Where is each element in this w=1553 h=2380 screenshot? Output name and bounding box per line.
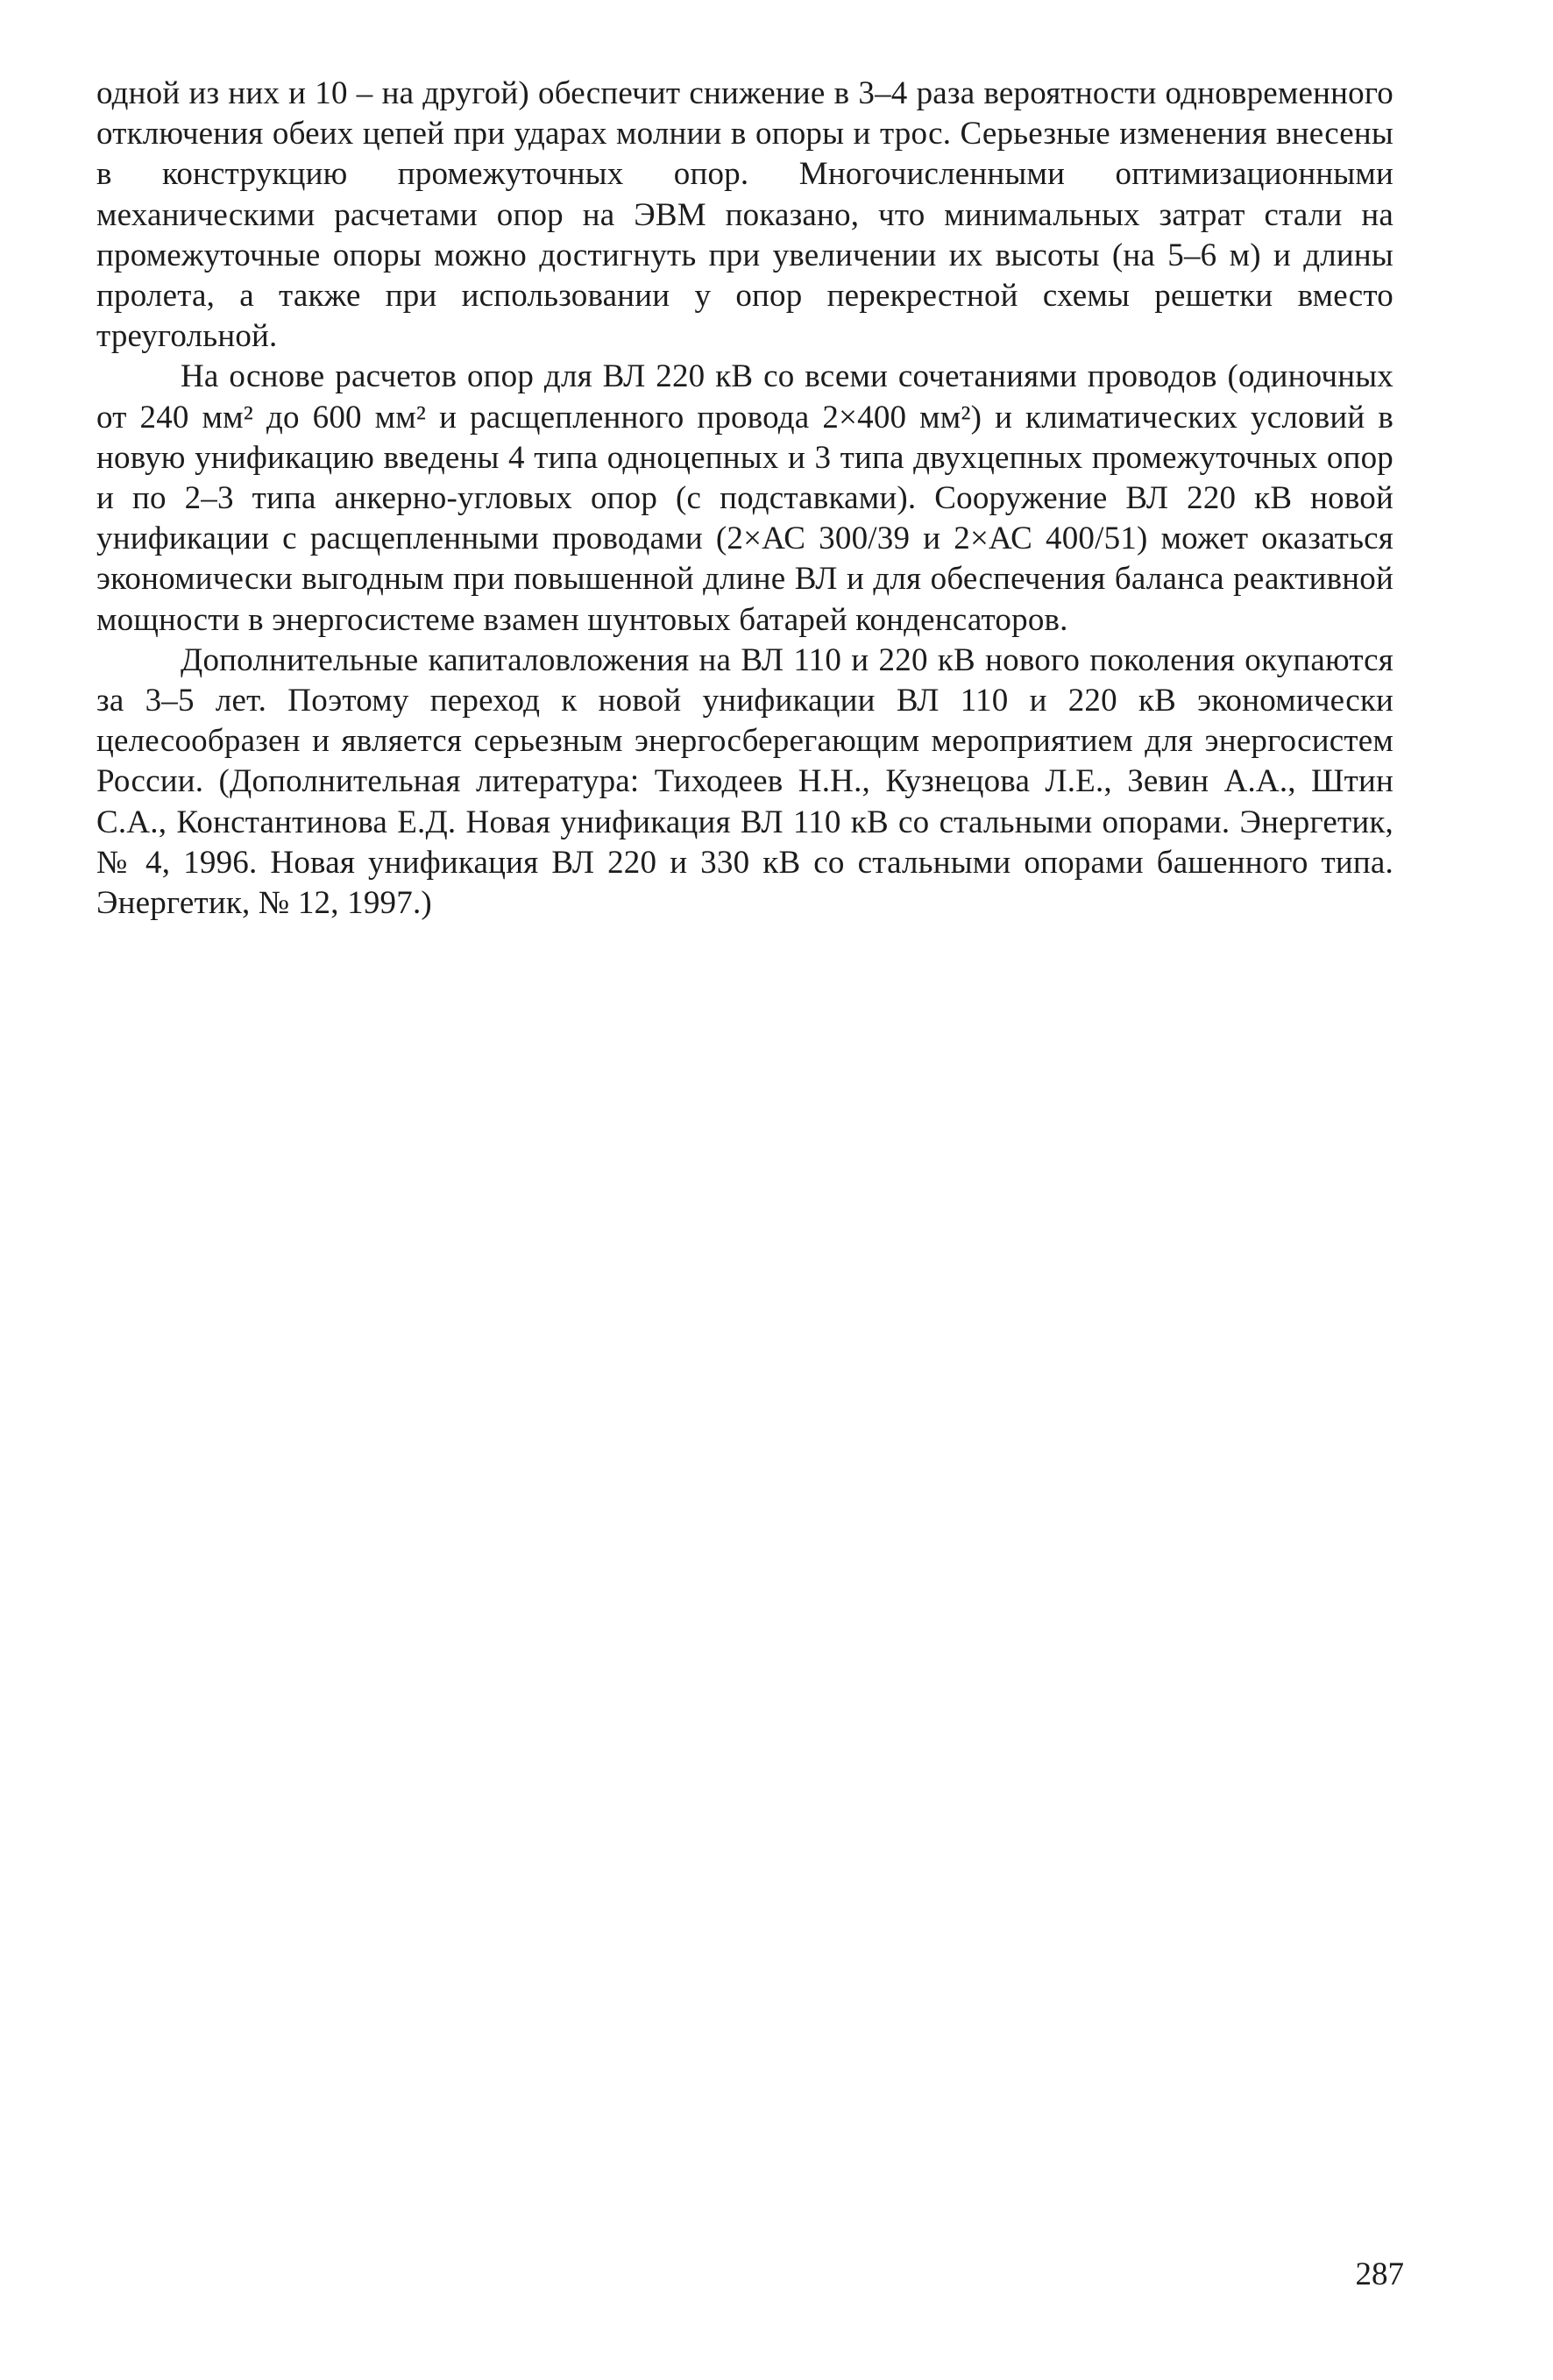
paragraph-investments: Дополнительные капиталовложения на ВЛ 110 и 220 кВ нового поколения окупаются за 3–5 лет. Поэтому переход к новой унификации ВЛ 110 и 220 кВ экономически целесообразен и является серьезным энергосберегающим мероприятием для энергосистем России. (Дополнительная литература: Тиходеев Н.Н., Кузнецова Л.Е., Зевин А.А., Штин С.А., Константинова Е.Д. Новая унификация ВЛ 110 кВ со стальными опорами. Энергетик, № 4, 1996. Новая унификация ВЛ 220 и 330 кВ со стальными опорами башенного типа. Энергетик, № 12, 1997.) [96, 641, 1393, 922]
paragraph-vl-220: На основе расчетов опор для ВЛ 220 кВ со всеми сочетаниями проводов (одиночных от 240 мм² до 600 мм² и расщепленного провода 2×400 мм²) и климатических условий в новую унификацию введены 4 типа одноцепных и 3 типа двухцепных промежуточных опор и по 2–3 типа анкерно-угловых опор (с подставками). Сооружение ВЛ 220 кВ новой унификации с расщепленными проводами (2×АС 300/39 и 2×АС 400/51) может оказаться экономически выгодным при повышенной длине ВЛ и для обеспечения баланса реактивной мощности в энергосистеме взамен шунтовых батарей конденсаторов. [96, 358, 1393, 638]
page-number: 287 [1355, 2256, 1404, 2292]
body-text [96, 74, 1393, 924]
paragraph-continuation: одной из них и 10 – на другой) обеспечит снижение в 3–4 раза вероятности одновременного отключения обеих цепей при ударах молнии в опоры и трос. Серьезные изменения внесены в конструкцию промежуточных опор. Многочисленными оптимизационными механическими расчетами опор на ЭВМ показано, что минимальных затрат стали на промежуточные опоры можно достигнуть при увеличении их высоты (на 5–6 м) и длины пролета, а также при использовании у опор перекрестной схемы решетки вместо треугольной. [96, 75, 1393, 355]
